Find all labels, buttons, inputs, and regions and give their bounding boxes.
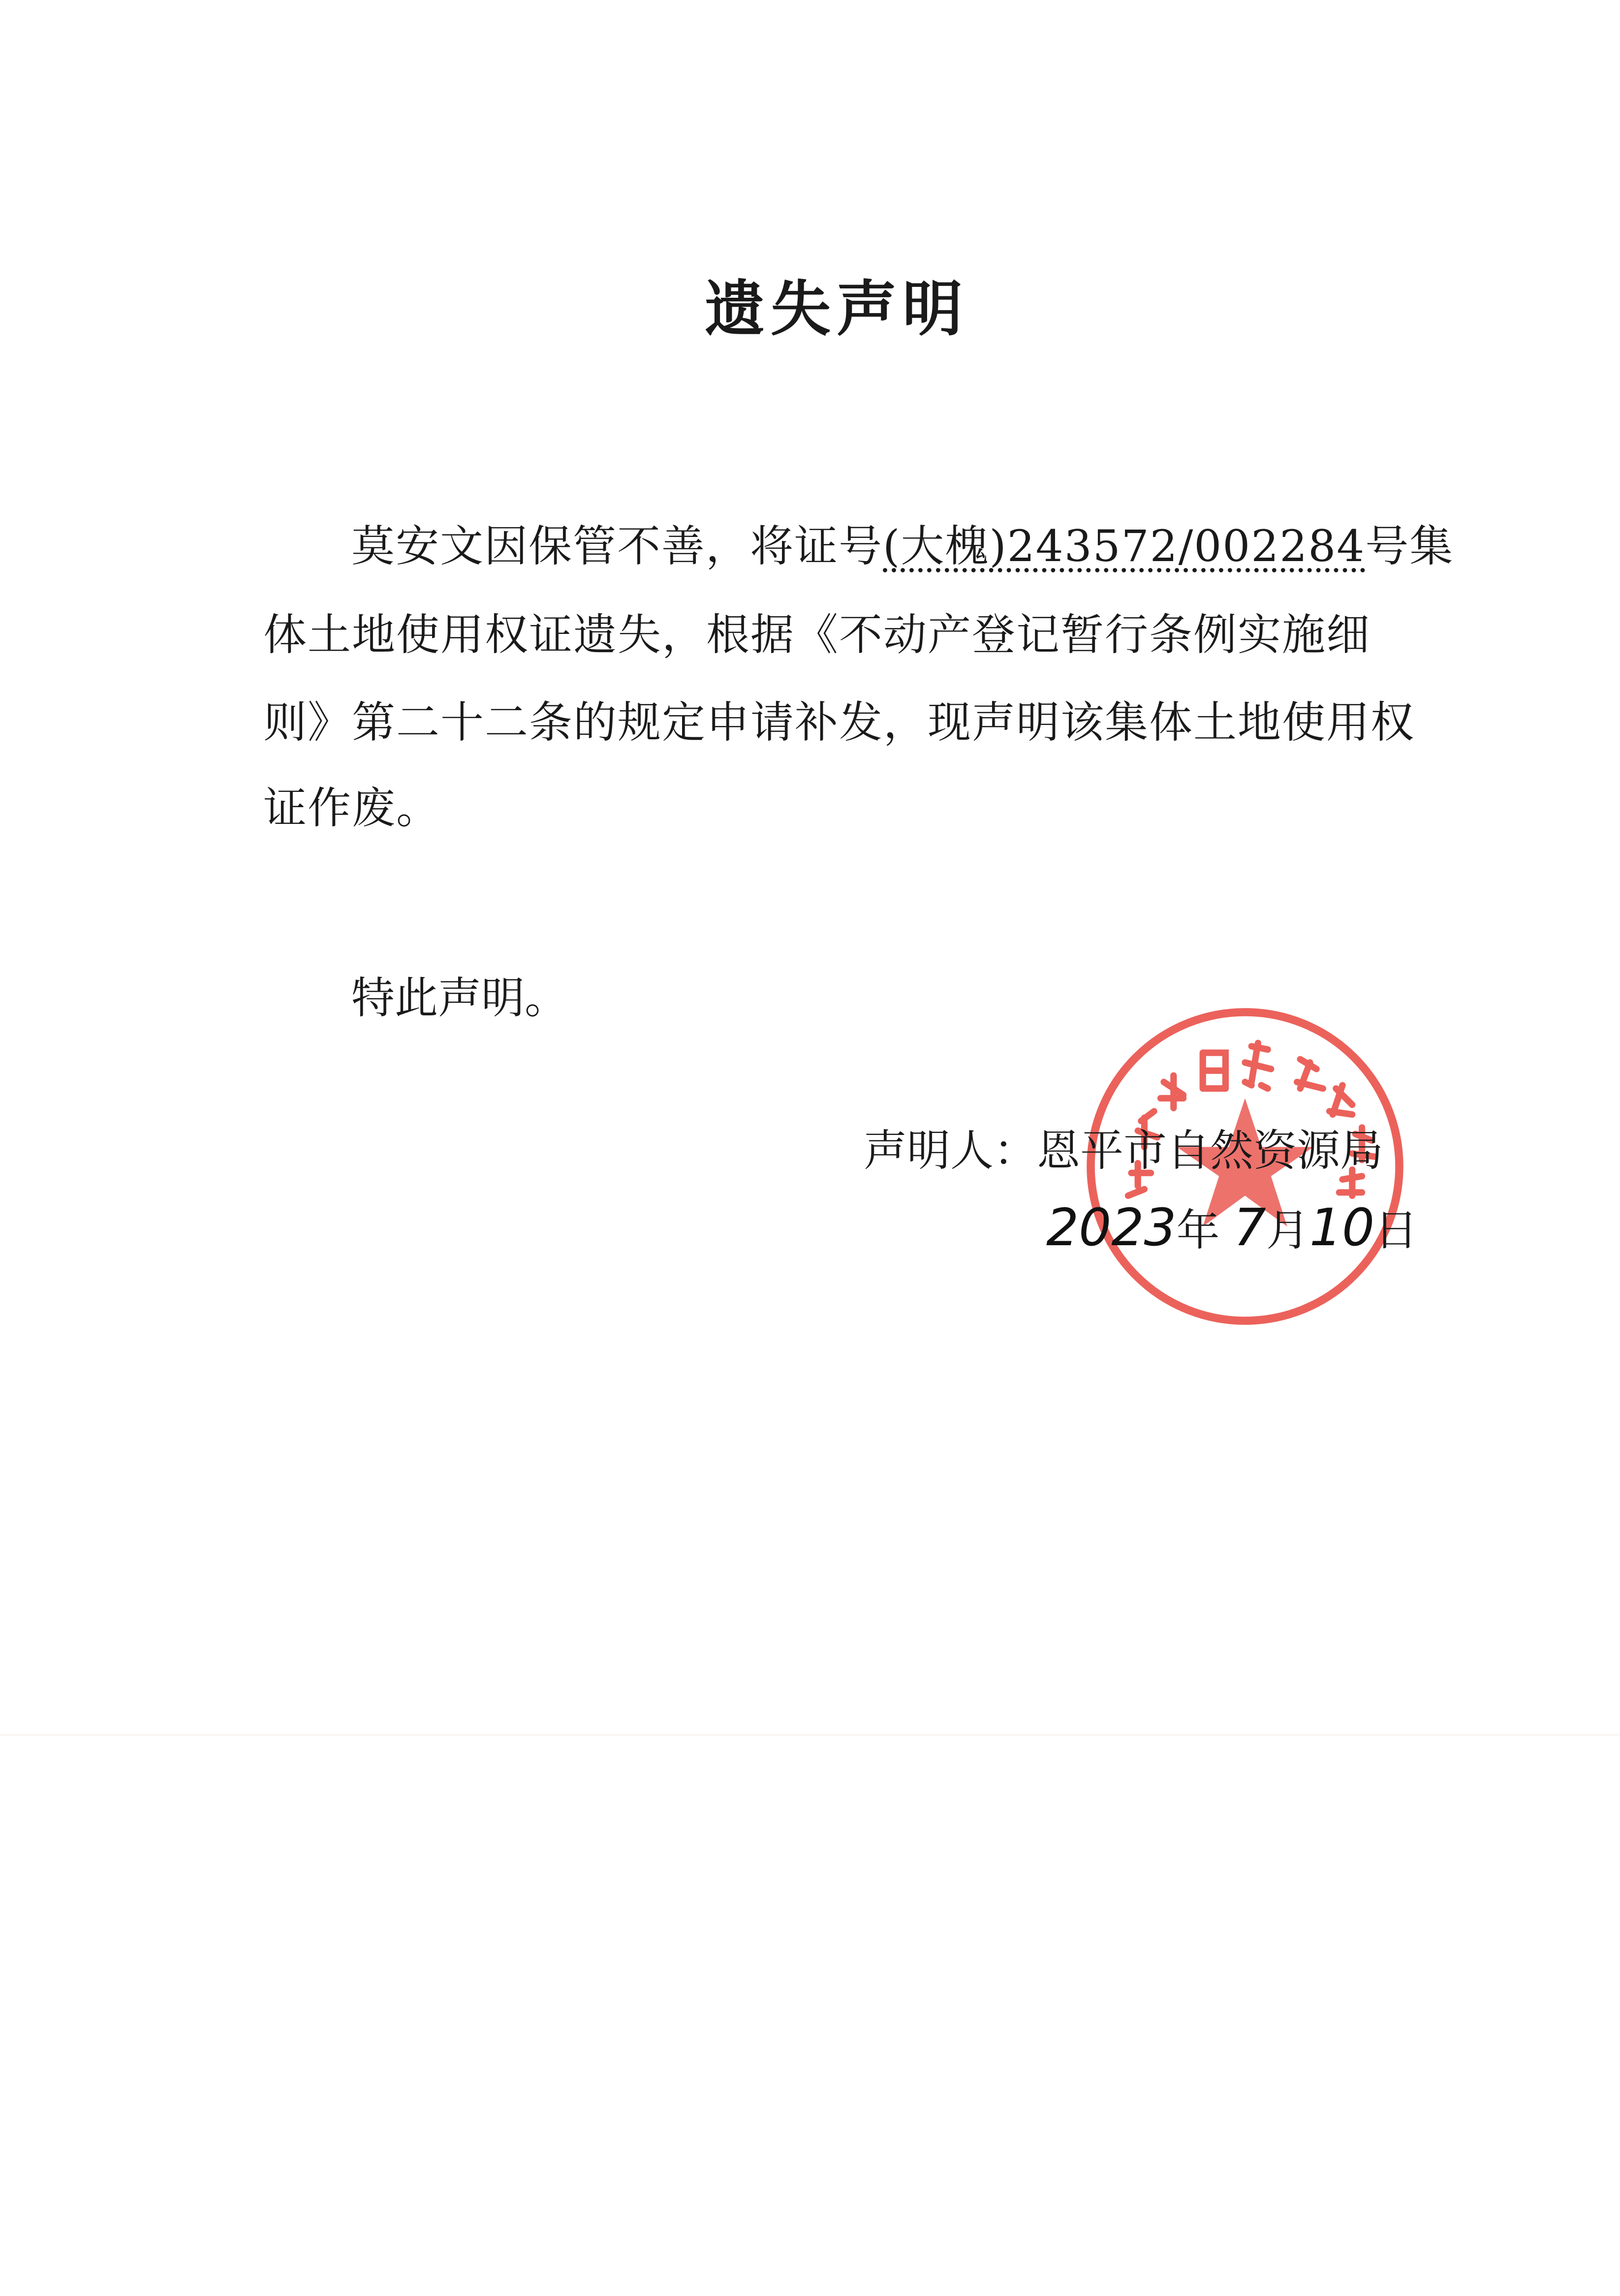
closing-statement: 特此声明。 (351, 973, 568, 1023)
day-suffix: 日 (1374, 1205, 1418, 1256)
body-line-1 (351, 512, 1454, 574)
body-text: 号集 (1365, 521, 1454, 571)
body-line-2: 体土地使用权证遗失，根据《不动产登记暂行条例实施细 (263, 609, 1371, 660)
document-title: 遗失声明 (705, 273, 968, 344)
month-suffix: 月 (1266, 1205, 1309, 1256)
body-line-4: 证作废。 (263, 783, 441, 833)
page-fold-line (0, 1734, 1620, 1735)
year-suffix: 年 (1176, 1205, 1220, 1256)
body-text: 莫安文因保管不善，将证号 (351, 521, 883, 571)
declaration-date (1046, 1196, 1418, 1258)
certificate-number: (大槐)243572/002284 (883, 521, 1366, 571)
handwritten-year: 2023 (1046, 1197, 1177, 1258)
handwritten-month: 7 (1233, 1197, 1266, 1258)
declarant: 声明人：恩平市自然资源局 (864, 1125, 1384, 1176)
handwritten-day: 10 (1309, 1197, 1375, 1258)
body-line-3: 则》第二十二条的规定申请补发，现声明该集体土地使用权 (263, 697, 1415, 748)
